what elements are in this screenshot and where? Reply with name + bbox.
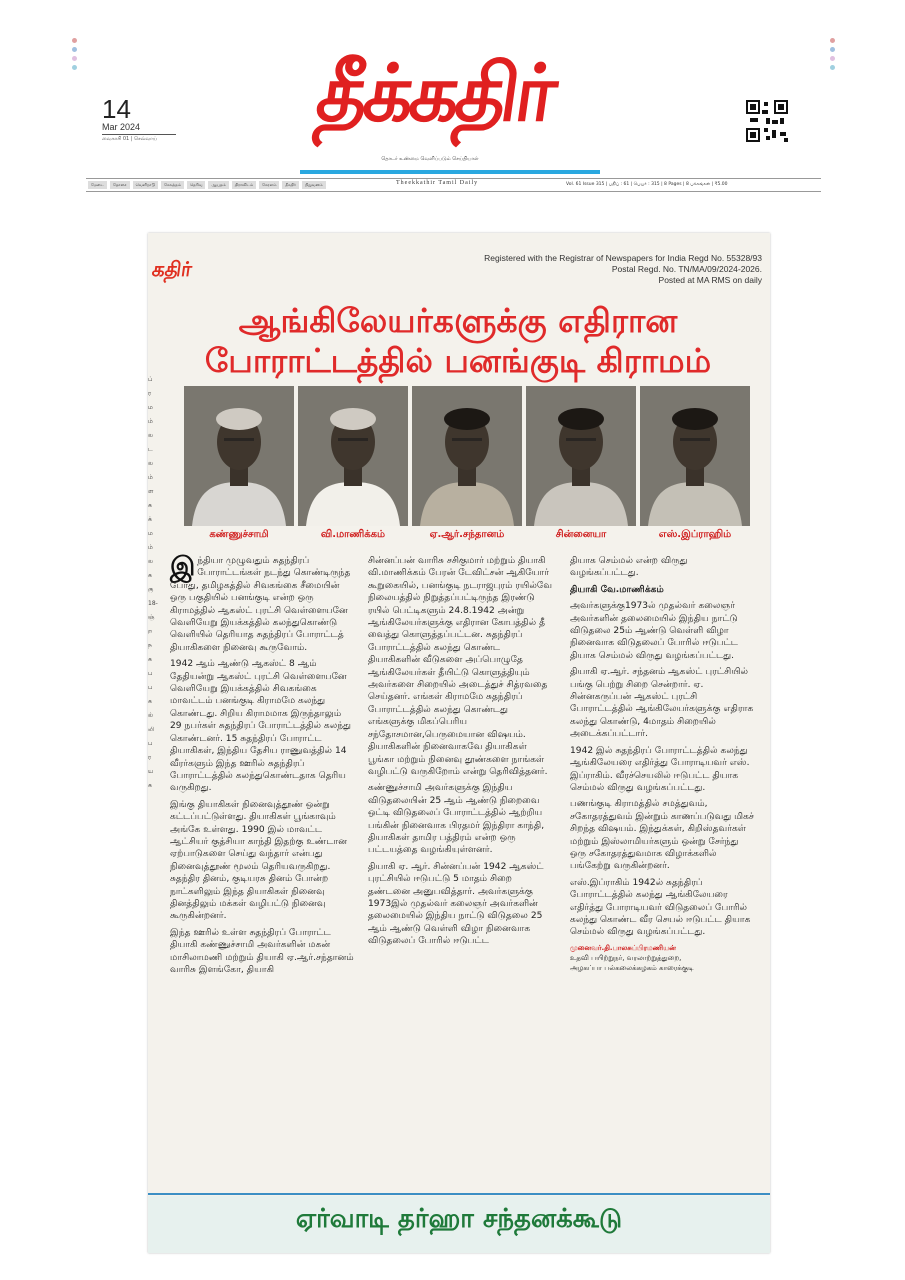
margin-fragment-char: க (148, 572, 152, 579)
margin-fragment-char: கு (148, 586, 154, 593)
portrait-photo (526, 386, 636, 541)
paper-name: Theekkathir Tamil Daily (396, 180, 479, 186)
article-paragraph: இங்கு தியாகிகள் நினைவுத்தூண் ஒன்று கட்டப்பட்டுள்ளது. தியாகிகள் பூங்காவும் அங்கே உள்ளது. 1990 இல் மாவட்ட ஆட்சியர் குத்சியா காந்தி இதற்கு உண்டான ஏற்பாடுகளை செய்து வந்தார் என்பது நினைவுத்தூண் மூலம் தெரியவருகிறது. சுதந்திர தினம், குடியரசு தினம் போன்ற நாட்களிலும் இந்த தியாகிகள் நினைவு தினத்திலும் மக்கள் வழிபட்டு நினைவு கூருகின்றனர். (170, 799, 348, 922)
margin-fragment-char: க (148, 656, 152, 663)
portrait-image (526, 386, 636, 526)
masthead (60, 20, 845, 195)
margin-fragment-char: ம் (148, 418, 153, 425)
portrait-photo (184, 386, 294, 541)
portrait-image (184, 386, 294, 526)
margin-fragment-char: லி (148, 726, 155, 733)
author-credit (570, 943, 755, 973)
margin-fragment-char: ப் (148, 376, 153, 383)
margin-fragment-char: ட (148, 446, 153, 453)
article-paragraph: எஸ்.இப்ராகிம் 1942ல் சுதந்திரப் போராட்டத்தில் கலந்து ஆங்கிலேயரை எதிர்த்து போராடியவர் விடுதலைப் போரில் கலந்து கொண்ட வீர செயல் ஈடுபட்ட தியாக செம்மல் விருது வழங்கப்பட்டது. (570, 877, 751, 938)
nav-item[interactable]: தோசை (110, 181, 130, 189)
color-registration-marks-right (830, 38, 836, 74)
portrait-photo (298, 386, 408, 541)
color-registration-marks-left (72, 38, 78, 74)
portrait-image (412, 386, 522, 526)
portrait-caption: ஏ.ஆர்.சந்தானம் (429, 529, 505, 540)
nav-item[interactable]: வெளிநாடு (133, 181, 159, 189)
headline-line-2: போராட்டத்தில் பனங்குடி கிராமம் (204, 341, 712, 380)
margin-fragment-char: க (148, 782, 152, 789)
small-logo: கதிர் (150, 257, 194, 281)
article-column-1 (170, 552, 355, 980)
portrait-image (298, 386, 408, 526)
drop-cap: இ (170, 552, 196, 582)
margin-fragment-char: ப (148, 684, 153, 691)
portrait-caption: சின்னையா (555, 529, 607, 540)
article-paragraph: தியாக செம்மல் என்ற விருது வழங்கப்பட்டது. (570, 556, 688, 579)
margin-fragment-char: ப (148, 670, 153, 677)
date-subline: வைகாசி 01 | செவ்வாய் (102, 134, 176, 142)
issue-info: Vol. 61 Issue 315 | பதிப் : 61 | பெயர் : 315 | 8 Pages | 8 பக்கங்கள் | ₹5.00 (566, 182, 728, 187)
margin-fragment-char: ப (148, 740, 153, 747)
author-institution: அழகப்பா பல்கலைக்கழகம் காரைக்குடி (570, 963, 694, 972)
margin-fragment-char: க் (148, 516, 152, 523)
registration-line: Postal Regd. No. TN/MA/09/2024-2026. (611, 264, 762, 274)
article-paragraph: கண்ணுச்சாமி அவர்களுக்கு இந்திய விடுதலையின் 25 ஆம் ஆண்டு நிறைவை ஒட்டி விடுதலைப் போராட்டத்தில் ஆற்றிய பங்கின் நினைவாக பிரதமர் இந்திரா காந்தி, தியாகிகள் தாமிர பத்திரம் என்ற ஒரு பட்டயத்தை வழங்கியுள்ளனர். (368, 783, 545, 856)
portrait-caption: வி.மாணிக்கம் (320, 529, 386, 540)
newspaper-logo (270, 34, 600, 164)
portrait-photo (412, 386, 522, 541)
margin-fragment-char: ர (148, 390, 152, 397)
portrait-image (640, 386, 750, 526)
article-column-2 (368, 555, 553, 952)
article-headline (178, 301, 738, 381)
nav-item[interactable]: மேடை (88, 181, 107, 189)
nav-item[interactable]: தீகதிர் (282, 181, 299, 189)
nav-item[interactable]: திராவிடம் (232, 181, 256, 189)
article-paragraph: பணங்குடி கிராமத்தில் சமத்துவம், சகோதரத்துவம் இன்றும் காணப்படுவது மிகச் சிறந்த விஷயம். இந்துக்கள், கிறிஸ்தவர்கள் மற்றும் இஸ்லாமியர்களும் ஒன்று சேர்ந்து ஒரு சகோதரத்துவமாக விழாக்களில் பங்கேற்று வருகின்றனர். (570, 799, 754, 872)
margin-fragment-char: ய (148, 768, 154, 775)
nav-item[interactable]: கேரளம் (259, 181, 279, 189)
masthead-accent-bar (300, 170, 600, 174)
next-article-headline: ஏர்வாடி தர்ஹா சந்தனக்கூடு (295, 1204, 623, 1234)
author-name: முனைவர்.தி.பாலசுப்பிரமணியன் (570, 943, 676, 952)
margin-fragment-char: 18- (148, 600, 158, 607)
margin-fragment-char: ந (148, 642, 152, 649)
footer-rule (148, 1193, 770, 1195)
nav-item[interactable]: ஆயுதம் (208, 181, 228, 189)
section-nav-strip (86, 178, 821, 192)
date-month: Mar 2024 (102, 122, 141, 132)
margin-fragment-char: க (148, 698, 152, 705)
section-nav-items (88, 181, 326, 189)
registration-line: Posted at MA RMS on daily (658, 275, 762, 285)
portrait-caption: எஸ்.இப்ராஹிம் (658, 529, 732, 540)
portrait-caption: கண்ணுச்சாமி (209, 529, 269, 540)
article-paragraph: இந்தியா முழுவதும் சுதந்திரப் போராட்டங்கள் நடந்து கொண்டிருந்த போது, தமிழகத்தில் சிவகங்கை சீமையின் ஒரு பகுதியில் பனங்குடி என்ற ஒரு கிராமத்தில் ஆகஸ்ட் புரட்சி வெள்ளையனே வெளியேறு இயக்கத்தில் கலந்துகொண்டு வெளியில் தெரியாத சுதந்திரப் போராட்டத் தியாகிகளை நினைவு கூருவோம். (170, 552, 351, 653)
margin-fragment-char: ம் (148, 474, 153, 481)
article-column-3 (570, 555, 755, 973)
registration-notice (372, 253, 762, 286)
margin-fragment-char: ல் (148, 712, 153, 719)
nav-item[interactable]: நிறுவனம் (302, 181, 326, 189)
margin-fragment-char: ம் (148, 544, 153, 551)
margin-fragment-char: ள (148, 488, 154, 495)
headline-line-1: ஆங்கிலேயர்களுக்கு எதிரான (238, 301, 678, 340)
margin-fragment-char: ல (148, 460, 153, 467)
article-paragraph: தியாகி ஏ.ஆர். சந்தனம் ஆகஸ்ட் புரட்சியில் பங்கு பெற்று சிறை சென்றார். ஏ. சின்னகருப்பன் ஆகஸ்ட் புரட்சி போராட்டத்தில் ஆங்கிலேயர்களுக்கு எதிராக கலந்து கொண்டு, 4மாதம் சிறையில் அடைக்கப்பட்டார். (570, 667, 754, 740)
nav-item[interactable]: சேலத்தம் (161, 181, 184, 189)
margin-fragment-char: ஞ் (148, 614, 155, 621)
article-paragraph: அவர்களுக்கு1973ல் முதல்வர் கலைஞர் அவர்களின் தலைமையில் இந்திய நாட்டு விடுதலை 25ம் ஆண்டு வெள்ளி விழா நினைவாக விடுதலைப் போரில் ஈடுபட்ட தியாக செம்மல் விருது வழங்கப்பட்டது. (570, 601, 739, 661)
article-paragraph: இந்த ஊரில் உள்ள சுதந்திரப் போராட்ட தியாகி கண்ணுச்சாமி அவர்களின் மகன் மாசிலாமணி மற்றும் தியாகி ஏ.ஆர்.சந்தானம் வாரிசு இளங்கோ, தியாகி (170, 927, 354, 975)
margin-fragment-char: ர (148, 754, 152, 761)
margin-fragment-char: ம (148, 530, 153, 537)
margin-fragment-char: ற (148, 628, 153, 635)
margin-fragment-char: ல (148, 432, 153, 439)
article-paragraph: தியாகி வே.மாணிக்கம் (570, 584, 664, 595)
logo-text: தீக்கதிர் (311, 49, 559, 139)
margin-fragment-char: ல (148, 558, 153, 565)
margin-fragment-char: க (148, 502, 152, 509)
article-paragraph: 1942 ஆம் ஆண்டு ஆகஸ்ட் 8 ஆம் தேதியன்று ஆகஸ்ட் புரட்சி வெள்ளையனே வெளியேறு இயக்கத்தில் சிவகங்கை மாவட்டம் பனங்குடி கிராமமே கலந்து கொண்டது. சிறிய கிராமமாக இருந்தாலும் 29 நபர்கள் சுதந்திரப் போராட்டத்தில் கலந்து கொண்டனர். 15 சுதந்திரப் போராட்ட தியாகிகள், இந்திய தேசிய ராணுவத்தில் 14 வீரர்களும் இந்த ஊரில் சுதந்திரப் போராட்டத்தில் கலந்துகொண்டதாக தெரிய வருகிறது. (170, 659, 352, 794)
date-block (102, 96, 182, 142)
date-day: 14 (102, 94, 131, 124)
tagline: தொடர் உண்மை வெளிப்படும் செய்தியாள் (381, 156, 479, 162)
portrait-photo (640, 386, 750, 541)
qr-code-icon[interactable] (744, 98, 790, 144)
registration-line: Registered with the Registrar of Newspapers for India Regd No. 55328/93 (484, 253, 762, 263)
article-body (170, 552, 760, 1195)
next-article-banner (148, 1196, 770, 1253)
article-clipping (148, 233, 770, 1253)
freedom-fighter-photos (184, 386, 754, 541)
article-paragraph: தியாகி ஏ. ஆர். சின்னப்பன் 1942 ஆகஸ்ட் புரட்சியில் ஈடுபட்டு 5 மாதம் சிறை தண்டனை அனுபவித்தார். அவர்களுக்கு 1973இல் முதல்வர் கலைஞர் அவர்களின் தலைமையில் இந்திய நாட்டு விடுதலை 25 ஆம் ஆண்டு வெள்ளி விழா நினைவாக விடுதலைப் போரில் ஈடுபட்ட (368, 861, 544, 947)
nav-item[interactable]: தெரிவு (187, 181, 205, 189)
author-designation: உதவி பயிற்றுநர், வரலாற்றுத்துறை, (570, 953, 682, 962)
article-paragraph: 1942 இல் சுதந்திரப் போராட்டத்தில் கலந்து ஆங்கிலேயரை எதிர்த்து போராடியவர் எஸ். இப்ராகிம். வீரச்செயலில் ஈடுபட்ட தியாக செம்மல் விருது வழங்கப்பட்டது. (570, 745, 750, 793)
article-paragraph: சின்னப்பன் வாரிசு சசிகுமார் மற்றும் தியாகி வி.மாணிக்கம் பேரன் டேவிட்சன் ஆகியோர் கூறுகையில், பனங்குடி நடராஜபுரம் ரயில்வே நிலையத்தில் நிறுத்தப்பட்டிருந்த இரண்டு ரயில் பெட்டிகளும் 24.8.1942 அன்று ஆங்கிலேயர்களுக்கு எதிரான கோபத்தில் தீ வைத்து கொளுத்தப்பட்டன. சுதந்திரப் போராட்டத்தில் கலந்து கொண்ட தியாகிகளின் வீடுகளை அப்பொழுதே ஆங்கிலேயர்கள் தீயிட்டு கொளுத்தியும் அவர்களை சிறையில் அடைத்துச் சித்ரவதை செய்தனர். எங்கள் கிராமமே சுதந்திரப் போராட்டத்தில் கலந்து கொண்டது எங்களுக்கு மிகப்பெரிய சந்தோசமான,பெருமையான விஷயம். தியாகிகளின் நினைவாகவே தியாகிகள் பூங்கா மற்றும் நினைவு தூண்களை நாங்கள் வழிபட்டு வருகிறோம் என்று தெரிவித்தனர். (368, 556, 553, 777)
margin-fragment-char: ம (148, 404, 153, 411)
adjacent-column-fragment (148, 373, 158, 1223)
